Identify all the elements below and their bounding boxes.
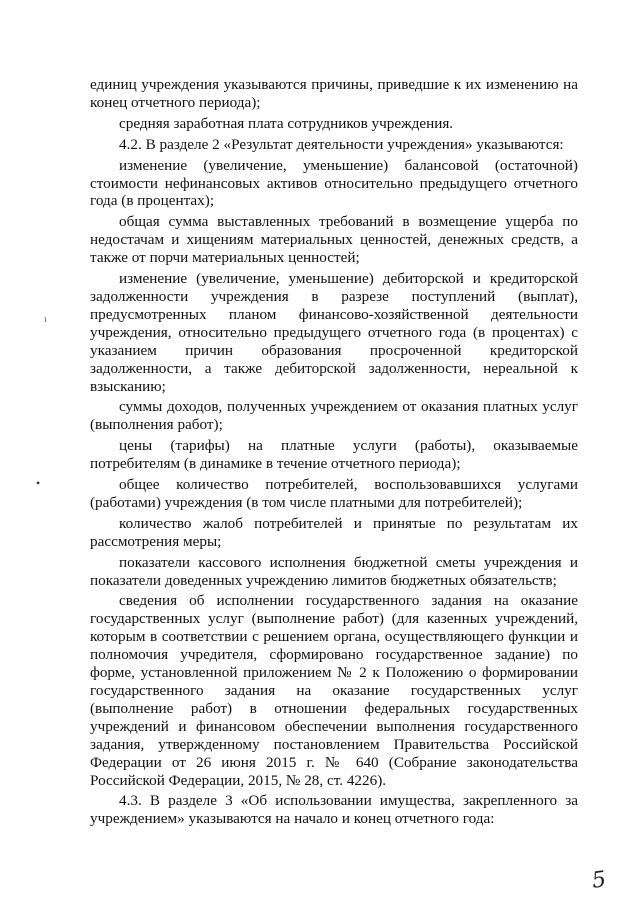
- paragraph-1: единиц учреждения указываются причины, приведшие к их изменению на конец отчетного периода);: [90, 76, 578, 111]
- paragraph-7: суммы доходов, полученных учреждением от оказания платных услуг (выполнения работ);: [90, 398, 578, 434]
- paragraph-10: количество жалоб потребителей и принятые по результатам их рассмотрения меры;: [90, 514, 578, 550]
- page-number: 5: [590, 867, 608, 894]
- paragraph-6: изменение (увеличение, уменьшение) дебиторской и кредиторской задолженности учреждения в разрезе поступлений (выплат), предусмотренных планом финансово-хозяйственной деятельности учреждения, относительно предыдущего отчетного года (в процентах) с указанием причин образования просроченной кредиторской задолженности, а также дебиторской задолженности, нереальной к взысканию;: [90, 270, 578, 395]
- paragraph-12: сведения об исполнении государственного задания на оказание государственных услуг (выполнение работ) (для казенных учреждений, которым в соответствии с решением органа, осуществляющего функции и полномочия учредителя, сформировано государственное задание) по форме, установленной приложением № 2 к Положению о формировании государственного задания на оказание государственных услуг (выполнение работ) в отношении федеральных государственных учреждений и финансовом обеспечении выполнения государственного задания, утвержденному постановлением Правительства Российской Федерации от 26 июня 2015 г. № 640 (Собрание законодательства Российской Федерации, 2015, № 28, ст. 4226).: [90, 592, 578, 789]
- document-body: [90, 76, 578, 831]
- paragraph-11: показатели кассового исполнения бюджетной сметы учреждения и показатели доведенных учреждению лимитов бюджетных обязательств;: [90, 553, 578, 589]
- scan-dot-mark: •: [36, 476, 41, 490]
- paragraph-4: изменение (увеличение, уменьшение) балансовой (остаточной) стоимости нефинансовых активов относительно предыдущего отчетного года (в процентах);: [90, 156, 578, 210]
- paragraph-5: общая сумма выставленных требований в возмещение ущерба по недостачам и хищениям материальных ценностей, денежных средств, а также от порчи материальных ценностей;: [90, 213, 578, 267]
- paragraph-2: средняя заработная плата сотрудников учреждения.: [119, 114, 454, 132]
- paragraph-9: общее количество потребителей, воспользовавшихся услугами (работами) учреждения (в том числе платными для потребителей);: [90, 476, 578, 511]
- scan-tick-mark: ı: [44, 314, 47, 325]
- paragraph-13: 4.3. В разделе 3 «Об использовании имущества, закрепленного за учреждением» указываются на начало и конец отчетного года:: [90, 792, 578, 828]
- paragraph-3: 4.2. В разделе 2 «Результат деятельности учреждения» указываются:: [119, 135, 564, 153]
- paragraph-8: цены (тарифы) на платные услуги (работы), оказываемые потребителям (в динамике в течение отчетного периода);: [90, 437, 578, 473]
